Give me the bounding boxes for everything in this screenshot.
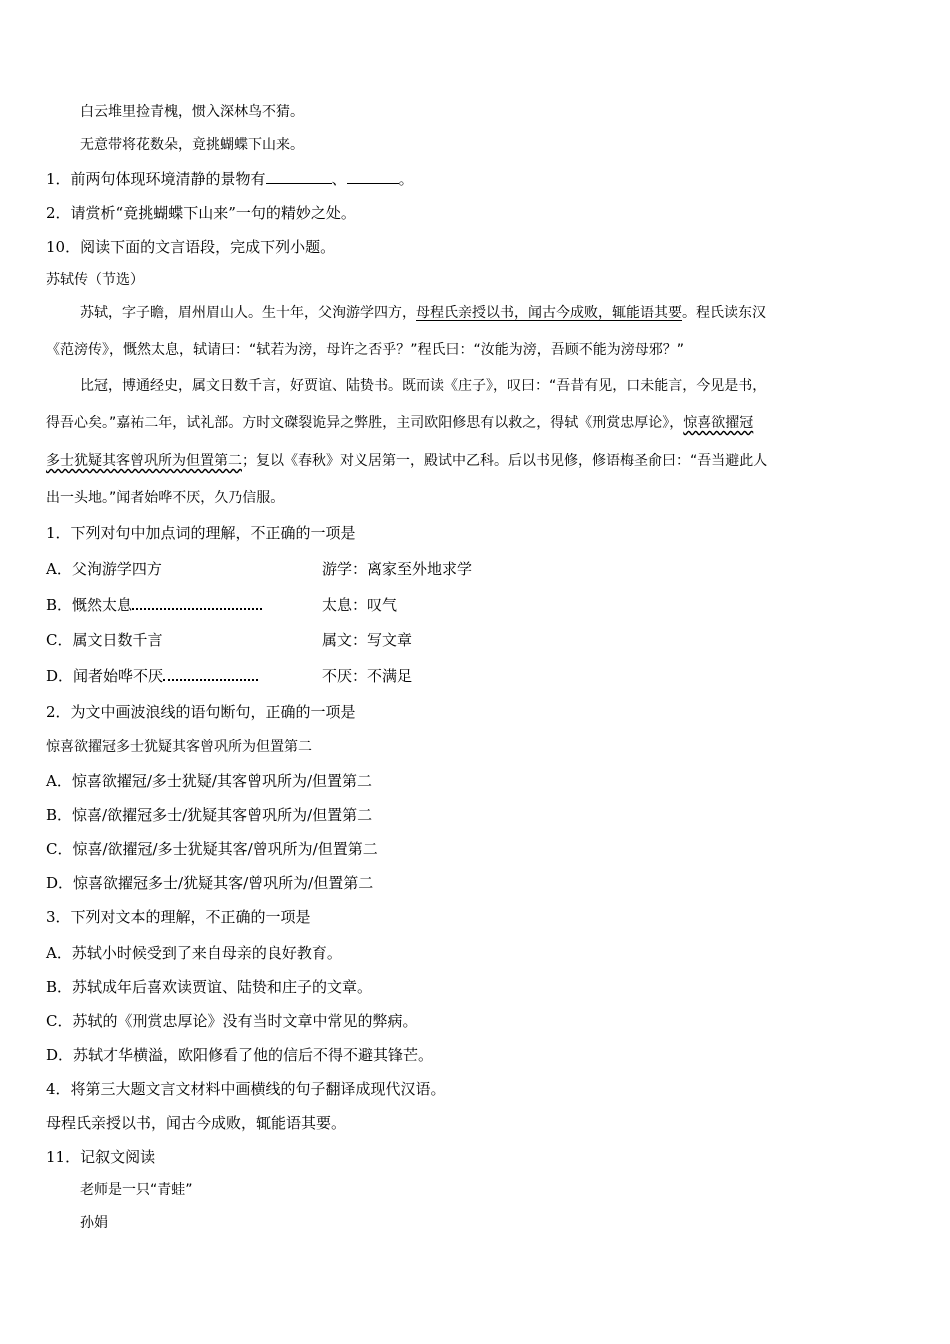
poem-question-1 [46, 169, 414, 189]
q1-option-c-label: C．属文日数千言 [46, 631, 163, 649]
q1-option-d[interactable] [46, 666, 906, 686]
section-11-heading: 11．记叙文阅读 [46, 1148, 156, 1166]
q1-option-d-label: D．闻者始哗不厌 [46, 667, 164, 685]
q1-option-c[interactable] [46, 630, 906, 650]
q1-stem: 1．下列对句中加点词的理解，不正确的一项是 [46, 524, 356, 542]
q2-option-d[interactable]: D．惊喜欲擢冠多士/犹疑其客/曾巩所为/但置第二 [46, 874, 374, 892]
passage-p2-line-2 [46, 413, 753, 433]
q3-option-d[interactable]: D．苏轼才华横溢，欧阳修看了他的信后不得不避其锋芒。 [46, 1046, 434, 1064]
q1-option-c-note: 属文：写文章 [322, 631, 413, 649]
poem-line-1: 白云堆里捡青槐，惯入深林鸟不猜。 [80, 104, 304, 120]
q4-stem: 4．将第三大题文言文材料中画横线的句子翻译成现代汉语。 [46, 1080, 446, 1098]
poem-question-2: 2．请赏析“竟挑蝴蝶下山来”一句的精妙之处。 [46, 204, 356, 222]
passage-p1-text-b: 。程氏读东汉 [682, 305, 766, 321]
q2-stem: 2．为文中画波浪线的语句断句，正确的一项是 [46, 703, 356, 721]
q3-option-b[interactable]: B．苏轼成年后喜欢读贾谊、陆贽和庄子的文章。 [46, 978, 373, 996]
section-10-heading: 10．阅读下面的文言语段，完成下列小题。 [46, 238, 336, 256]
passage-p2-line-1: 比冠，博通经史，属文日数千言，好贾谊、陆贽书。既而读《庄子》，叹曰：“吾昔有见，口未能言，今见是书， [80, 378, 767, 394]
q2-option-c[interactable]: C．惊喜/欲擢冠/多士犹疑其客/曾巩所为/但置第二 [46, 840, 378, 858]
underlined-sentence: 母程氏亲授以书，闻古今成败，辄能语其要 [416, 305, 682, 321]
passage-p2-line-3 [46, 451, 767, 471]
q1-option-b[interactable] [46, 595, 906, 615]
passage-p1-line-2: 《范滂传》，慨然太息，轼请曰：“轼若为滂，母许之否乎？”程氏曰：“汝能为滂，吾顾不能为滂母邪？” [46, 342, 685, 358]
blank-separator: 、 [331, 170, 347, 188]
q4-sentence: 母程氏亲授以书，闻古今成败，辄能语其要。 [46, 1114, 347, 1132]
poem-question-1-text: 1．前两句体现环境清静的景物有 [46, 170, 266, 188]
q2-option-b[interactable]: B．惊喜/欲擢冠多士/犹疑其客曾巩所为/但置第二 [46, 806, 373, 824]
q1-option-b-label: B．慨然太息 [46, 596, 133, 614]
passage-p2-text-b: 得吾心矣。”嘉祐二年，试礼部。方时文磔裂诡异之弊胜，主司欧阳修思有以救之，得轼《刑赏忠厚论》， [46, 415, 684, 431]
q1-option-a-note: 游学：离家至外地求学 [322, 560, 473, 578]
q2-sentence: 惊喜欲擢冠多士犹疑其客曾巩所为但置第二 [46, 739, 312, 755]
narrative-author: 孙娟 [80, 1215, 108, 1231]
q1-option-a[interactable] [46, 559, 906, 579]
narrative-title: 老师是一只“青蛙” [80, 1182, 193, 1198]
wavy-sentence-part-2: 多士犹疑其客曾巩所为但置第二 [46, 453, 242, 469]
passage-p2-text-c: ；复以《春秋》对义居第一，殿试中乙科。后以书见修，修语梅圣俞曰：“吾当避此人 [242, 453, 768, 469]
dotted-leader [163, 671, 258, 681]
passage-p1-line-1 [80, 303, 766, 323]
q1-option-b-note: 太息：叹气 [322, 596, 398, 614]
q3-option-c[interactable]: C．苏轼的《刑赏忠厚论》没有当时文章中常见的弊病。 [46, 1012, 418, 1030]
q1-option-d-note: 不厌：不满足 [322, 667, 413, 685]
wavy-sentence-part-1: 惊喜欲擢冠 [683, 415, 754, 431]
q3-option-a[interactable]: A．苏轼小时候受到了来自母亲的良好教育。 [46, 944, 342, 962]
passage-title: 苏轼传（节选） [46, 272, 144, 288]
answer-blank-1[interactable] [266, 169, 332, 184]
answer-blank-2[interactable] [347, 169, 399, 184]
poem-line-2: 无意带将花数朵，竟挑蝴蝶下山来。 [80, 137, 304, 153]
q1-option-a-label: A．父洵游学四方 [46, 560, 162, 578]
question-end-mark: 。 [398, 170, 414, 188]
dotted-leader [132, 600, 262, 610]
passage-p1-text-a: 苏轼，字子瞻，眉州眉山人。生十年，父洵游学四方， [80, 305, 416, 321]
q2-option-a[interactable]: A．惊喜欲擢冠/多士犹疑/其客曾巩所为/但置第二 [46, 772, 372, 790]
passage-p2-line-4: 出一头地。”闻者始哗不厌，久乃信服。 [46, 490, 285, 506]
q3-stem: 3．下列对文本的理解，不正确的一项是 [46, 908, 311, 926]
